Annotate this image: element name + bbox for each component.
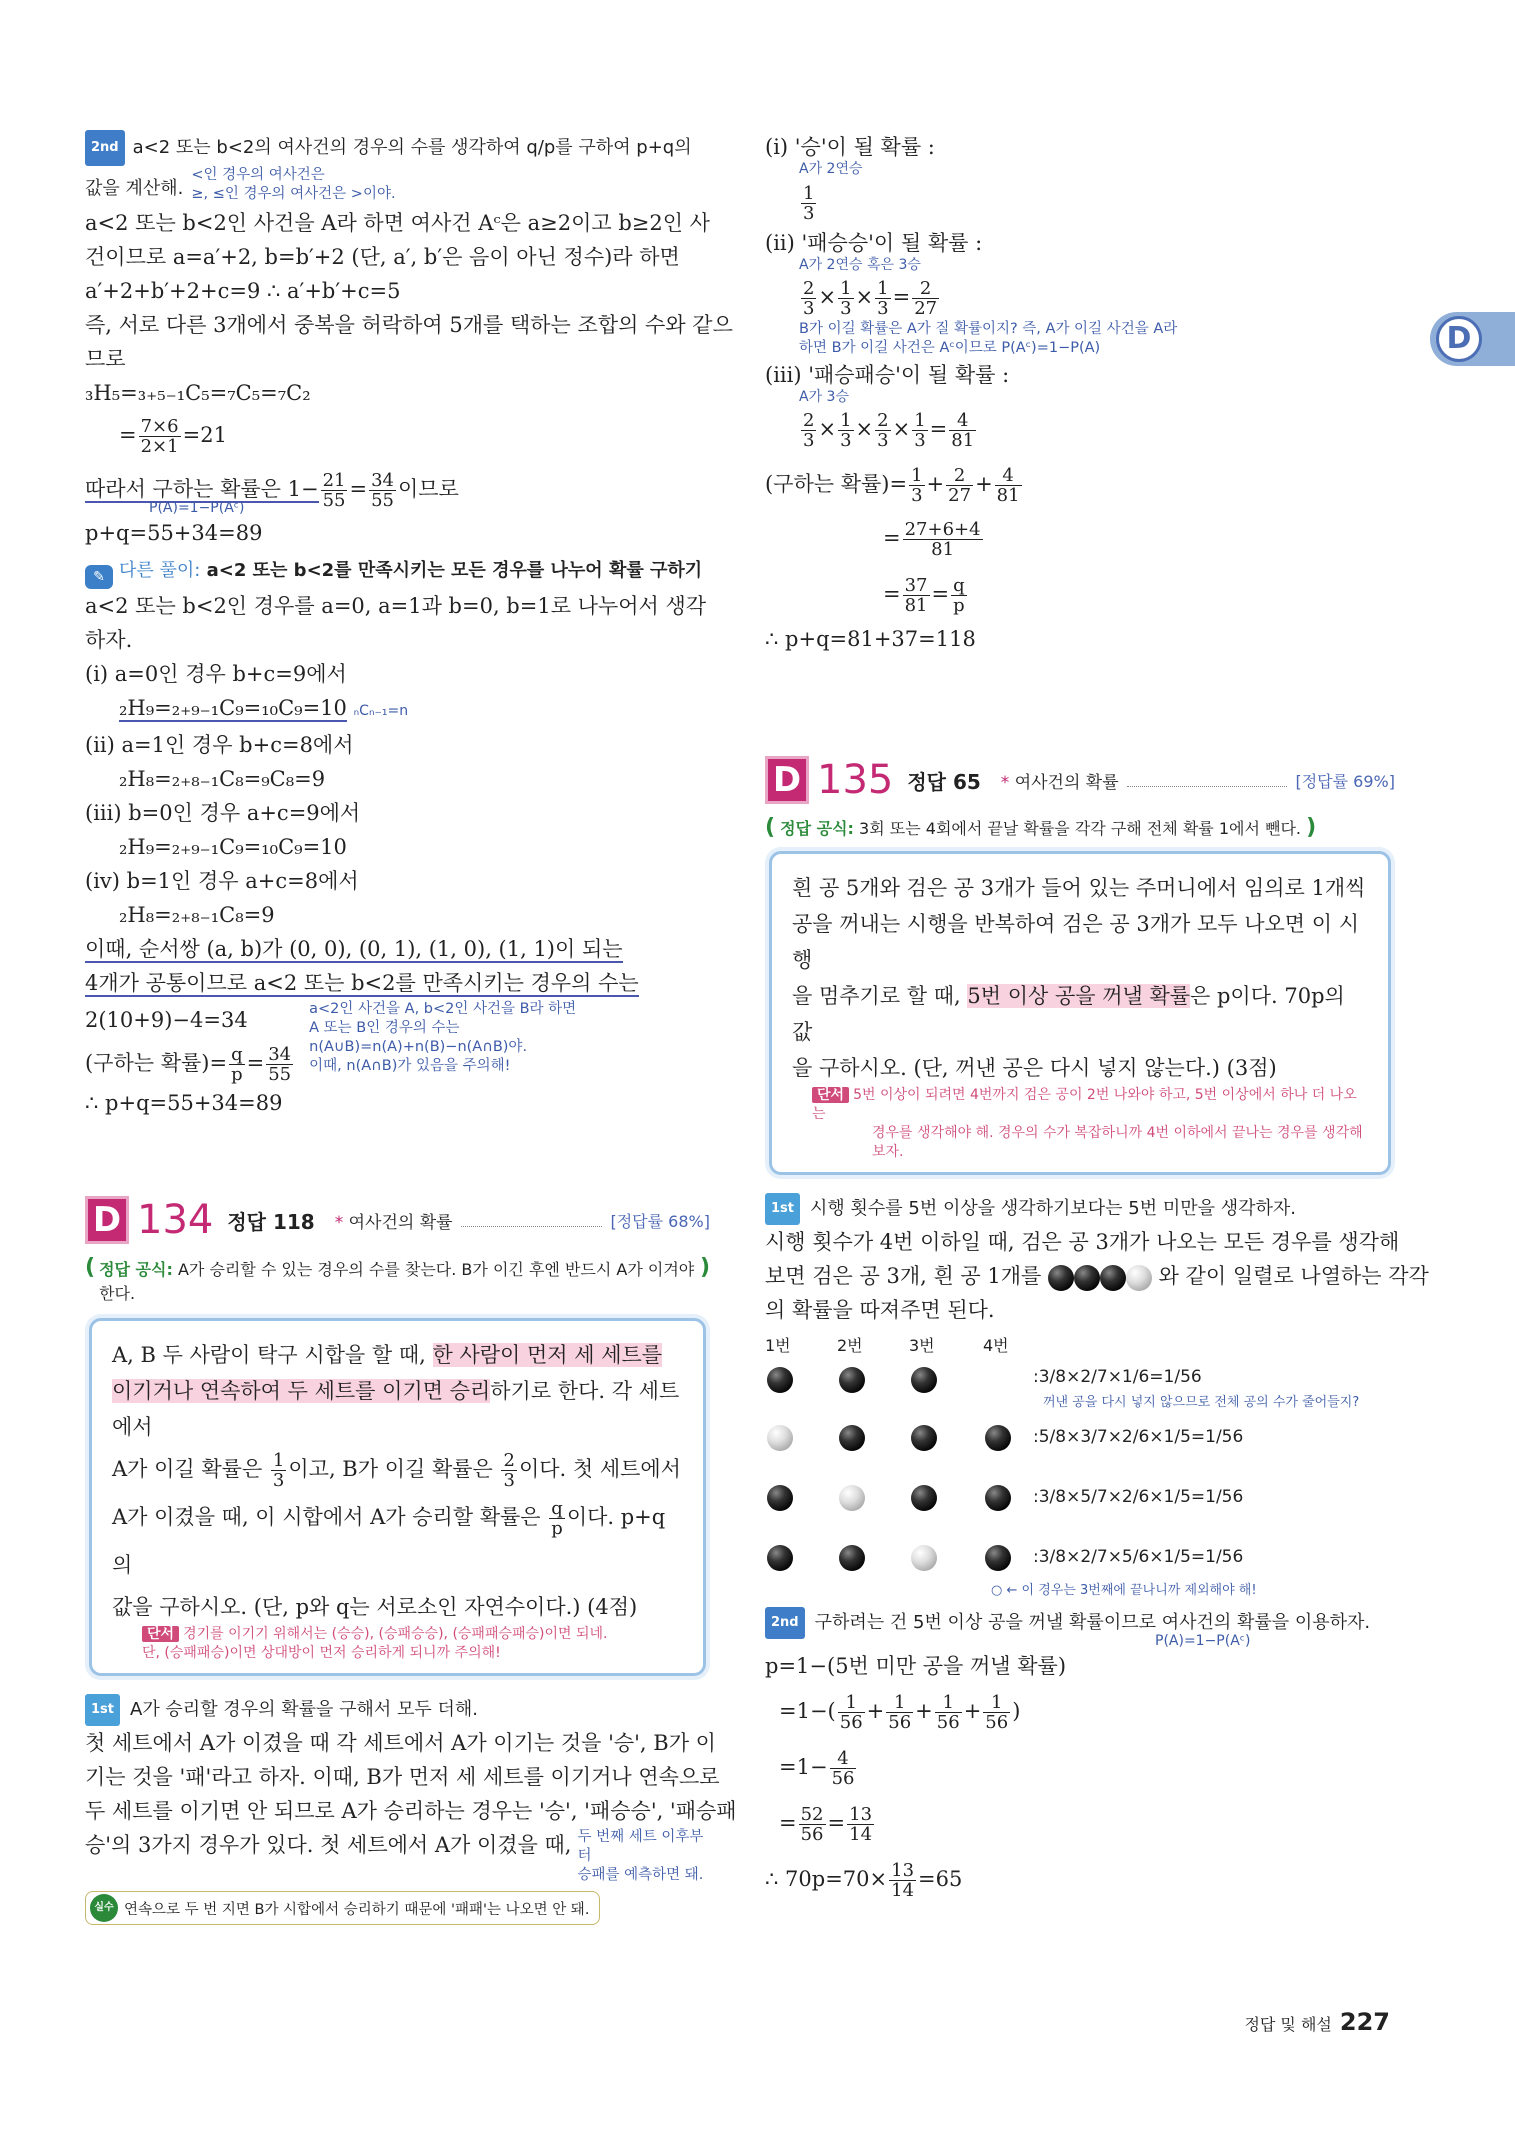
equation: (구하는 확률)= $\frac{q}{p}$ = $\frac{34}{55}$ — [85, 1044, 292, 1085]
problem-134-header — [85, 1192, 710, 1248]
text-line: 4개가 공통이므로 a<2 또는 b<2를 만족시키는 경우의 수는 — [85, 971, 639, 995]
equation: ∴ p+q=55+34=89 — [85, 1091, 283, 1115]
hint: 단서 5번 이상이 되려면 4번까지 검은 공이 2번 나와야 하고, 5번 이상에서 하나 더 나오는 — [812, 1087, 1357, 1122]
text-line: 이때, 순서쌍 (a, b)가 (0, 0), (0, 1), (1, 0), (1, 1)이 되는 — [85, 937, 623, 961]
page-footer — [1244, 2008, 1390, 2036]
alt-solution-header: ✎ 다른 풀이: a<2 또는 b<2를 만족시키는 모든 경우를 나누어 확률 구하기 — [85, 554, 710, 589]
equation: ₂H₉=₂₊₉₋₁C₉=₁₀C₉=10 — [119, 835, 347, 859]
mistake-note: 실수 연속으로 두 번 지면 B가 시합에서 승리하기 때문에 '패패'는 나오면 안 돼. — [85, 1891, 600, 1925]
text-line: 므로 — [85, 347, 126, 371]
ball-black — [839, 1545, 865, 1571]
text-line: a<2 또는 b<2인 사건을 A라 하면 여사건 Aᶜ은 a≥2이고 b≥2인 사 — [85, 211, 710, 235]
case-line: (iii) b=0인 경우 a+c=9에서 — [85, 801, 361, 825]
section-letter: D — [1436, 316, 1482, 362]
mistake-icon: 실수 — [90, 1894, 118, 1922]
case-line: (i) a=0인 경우 b+c=9에서 — [85, 662, 347, 686]
equation: ₂H₉=₂₊₉₋₁C₉=₁₀C₉=10 ₙCₙ₋₁=n — [119, 696, 409, 720]
equation: 2(10+9)−4=34 — [85, 1008, 248, 1032]
ball-black — [767, 1485, 793, 1511]
problem-box-135: 흰 공 5개와 검은 공 3개가 들어 있는 주머니에서 임의로 1개씩 공을 꺼내는 시행을 반복하여 검은 공 3개가 모두 나오면 이 시행 을 멈추기로 할 때, 5번 이상 공을 꺼낼 확률은 p이다. 70p의 값 을 구하시오. (단, 꺼낸 공은 다시 넣지 않는다.) (3점) 단서 5번 이상이 되려면 4번까지 검은 공이 2번 나와야 하고, 5번 이상에서 하나 더 나오는 경우를 생각해야 해. 경우의 수가 복잡하니까 4번 이하에서 끝나는 경우를 생각해 보자. — [769, 851, 1391, 1175]
case-line: (iv) b=1인 경우 a+c=8에서 — [85, 869, 359, 893]
problem-135-header — [765, 752, 1395, 808]
topic: * 여사건의 확률 — [334, 1212, 453, 1233]
section-tab — [1430, 312, 1515, 366]
equation: = $\frac{7\times 6}{2\times 1}$ =21 — [119, 416, 227, 457]
equation: p+q=55+34=89 — [85, 521, 263, 545]
step2-line: 2nd a<2 또는 b<2의 여사건의 경우의 수를 생각하여 q/p를 구하여 p+q의 — [85, 130, 710, 166]
ball-sequence-table: 1번 2번 3번 4번 :3/8×2/7×1/6=1/56 꺼낸 공을 다시 넣지 않으므로 전체 공의 수가 줄어들지? :5/8×3/7×2/6×1/5=1/56 :3/8×5/7×2/6×1/5=1/56 :3/8×2/7×5/6×1/5=1/56 ○ ← 이 경우는 3번째에 끝나니까 제외해야 해! — [765, 1336, 1360, 1598]
alt-solution-icon: ✎ — [85, 565, 113, 589]
problem-number: 135 — [817, 757, 894, 803]
ball-white — [839, 1485, 865, 1511]
problem-number: 134 — [137, 1197, 214, 1243]
text-line: a′+2+b′+2+c=9 ∴ a′+b′+c=5 — [85, 279, 401, 303]
ball-black — [985, 1425, 1011, 1451]
note: P(A)=1−P(Aᶜ) — [149, 500, 245, 516]
ball-black — [911, 1367, 937, 1393]
ball-white — [911, 1545, 937, 1571]
case-line: (ii) a=1인 경우 b+c=8에서 — [85, 733, 354, 757]
step2-line: 2nd 구하려는 건 5번 이상 공을 꺼낼 확률이므로 여사건의 확률을 이용하자. — [765, 1607, 1395, 1639]
equation: ₃H₅=₃₊₅₋₁C₅=₇C₅=₇C₂ — [85, 381, 311, 405]
equation: ₂H₈=₂₊₈₋₁C₈=₉C₈=9 — [119, 767, 326, 791]
topic: * 여사건의 확률 — [1000, 772, 1119, 793]
ball-black — [985, 1545, 1011, 1571]
ball-white — [767, 1425, 793, 1451]
text-line: 건이므로 a=a′+2, b=b′+2 (단, a′, b′은 음이 아닌 정수)라 하면 — [85, 245, 680, 269]
text-line: a<2 또는 b<2인 경우를 a=0, a=1과 b=0, b=1로 나누어서 생각 — [85, 594, 707, 618]
text-line: 하자. — [85, 628, 133, 652]
answer-formula: ( 정답 공식: A가 승리할 수 있는 경우의 수를 찾는다. B가 이긴 후엔 반드시 A가 이겨야 한다. ) — [85, 1255, 710, 1303]
step1-line: 1st A가 승리할 경우의 확률을 구해서 모두 더해. — [85, 1694, 710, 1726]
footer-label: 정답 및 해설 — [1244, 2015, 1332, 2034]
answer-formula: ( 정답 공식: 3회 또는 4회에서 끝날 확률을 각각 구해 전체 확률 1에서 뺀다. ) — [765, 815, 1317, 840]
answer: 정답 65 — [907, 769, 981, 794]
equation: ₂H₈=₂₊₈₋₁C₈=9 — [119, 903, 275, 927]
step1-line: 1st 시행 횟수를 5번 이상을 생각하기보다는 5번 미만을 생각하자. — [765, 1193, 1395, 1225]
ball-black — [911, 1485, 937, 1511]
ball-black — [985, 1485, 1011, 1511]
correct-rate: [정답률 68%] — [610, 1211, 710, 1231]
hint: 단서 경기를 이기기 위해서는 (승승), (승패승승), (승패패승패승)이면 되네. — [112, 1625, 683, 1644]
ball-black — [767, 1545, 793, 1571]
step2-cont: 값을 계산해. <인 경우의 여사건은 ≥, ≤인 경우의 여사건은 >이야. — [85, 167, 396, 202]
step-tag: 2nd — [85, 130, 125, 166]
problem-box-134: A, B 두 사람이 탁구 시합을 할 때, 한 사람이 먼저 세 세트를 이기거나 연속하여 두 세트를 이기면 승리하기로 한다. 각 세트에서 A가 이길 확률은 $\frac{1}{3}$ 이고, B가 이길 확률은 $\frac{2}{3}$ 이다. 첫 세트에서 A가 이겼을 때, 이 시합에서 A가 승리할 확률은 $\frac{q}{p}$ 이다. p+q의 값을 구하시오. (단, p와 q는 서로소인 자연수이다.) (4점) 단서 경기를 이기기 위해서는 (승승), (승패승승), (승패패승패승)이면 되네. 단, (승패패승)이면 상대방이 먼저 승리하게 되니까 주의해! — [89, 1318, 706, 1676]
ball-black — [767, 1367, 793, 1393]
ball-black — [839, 1367, 865, 1393]
equation: 따라서 구하는 확률은 1− $\frac{21}{55}$ = $\frac{34}{55}$ 이므로 — [85, 470, 459, 511]
ball-black — [911, 1425, 937, 1451]
problem-box: D — [765, 756, 809, 804]
problem-box: D — [85, 1196, 129, 1244]
side-note: a<2인 사건을 A, b<2인 사건을 B라 하면 A 또는 B인 경우의 수는 n(A∪B)=n(A)+n(B)−n(A∩B)야. 이때, n(A∩B)가 있음을 주의해! — [309, 1001, 577, 1074]
answer: 정답 118 — [227, 1209, 315, 1234]
text-line: 즉, 서로 다른 3개에서 중복을 허락하여 5개를 택하는 조합의 수와 같으 — [85, 313, 733, 337]
right-column: (i) '승'이 될 확률 : A가 2연승 $\frac{1}{3}$ (ii) '패승승'이 될 확률 : A가 2연승 혹은 3승 $\frac{2}{3}$ × $\frac{1}{3}$ × $\frac{1}{3}$ = $\frac{2}{27}$ B가 이길 확률은 A가 질 확률이지? 즉, A가 이길 사건을 A라 하면 B가 이길 사건은 Aᶜ이므로 P(Aᶜ)=1−P(A) (iii) '패승패승'이 될 확률 : A가 3승 $\frac{2}{3}$ × $\frac{1}{3}$ × $\frac{2}{3}$ × $\frac{1}{3}$ = $\frac{4}{81}$ (구하는 확률)= $\frac{1}{3}$ + $\frac{2}{27}$ + $\frac{4}{81}$ = $\frac{27+6+4}{81}$ = $\frac{37}{81}$ = $\frac{q}{p}$ ∴ p+q=81+37=118 D 135 정답 65 * 여사건의 확률 [정답률 69%] ( 정답 공식: 3회 또는 4회에서 끝날 확률을 각각 구해 전체 확률 1에서 뺀다. ) 흰 공 5개와 검은 공 3개가 들어 있는 주머니에서 임의로 1개씩 공을 꺼내는 시행을 반복하여 검은 공 3개가 모두 나오면 이 시행 을 멈추기로 할 때, 5번 이상 공을 꺼낼 확률은 p이다. 70p의 값 을 구하시오. (단, 꺼낸 공은 다시 넣지 않는다.) (3점) 단서 5번 이상이 되려면 4번까지 검은 공이 2번 나와야 하고, 5번 이상에서 하나 더 나오는 경우를 생각해야 해. 경우의 수가 복잡하니까 4번 이하에서 끝나는 경우를 생각해 보자. 1st 시행 횟수를 5번 이상을 생각하기보다는 5번 미만을 생각하자. 시행 횟수가 4번 이하일 때, 검은 공 3개가 나오는 모든 경우를 생각해 보면 검은 공 3개, 흰 공 1개를 와 같이 일렬로 나열하는 각각 의 확률을 따져주면 된다. 1번 2번 3번 4번 :3/8×2/7×1/6=1/56 꺼낸 공을 다시 넣지 않으므로 전체 공의 수가 줄어들지? :5/8×3/7×2/6×1/5=1/56 :3/8×5/7×2/6×1/5=1/56 :3/8×2/7×5/6×1/5=1/56 ○ ← 이 경우는 3번째에 끝나니까 제외해야 해! 2nd 구하려는 건 5번 이상 공을 꺼낼 확률이므로 여사건의 확률을 이용하자. P(A)=1−P(Aᶜ) p=1−(5번 미만 공을 꺼낼 확률) =1−( $\frac{1}{56}$ + $\frac{1}{56}$ + $\frac{1}{56}$ + $\frac{1}{56}$ ) =1− $\frac{4}{56}$ = $\frac{52}{56}$ = $\frac{13}{14}$ ∴ 70p=70× $\frac{13}{14}$ =65 — [765, 135, 1429, 1901]
left-column: 2nd a<2 또는 b<2의 여사건의 경우의 수를 생각하여 q/p를 구하여 p+q의 값을 계산해. <인 경우의 여사건은 ≥, ≤인 경우의 여사건은 >이야. a<2 또는 b<2인 사건을 A라 하면 여사건 Aᶜ은 a≥2이고 b≥2인 사 건이므로 a=a′+2, b=b′+2 (단, a′, b′은 음이 아닌 정수)라 하면 a′+2+b′+2+c=9 ∴ a′+b′+c=5 즉, 서로 다른 3개에서 중복을 허락하여 5개를 택하는 조합의 수와 같으 므로 ₃H₅=₃₊₅₋₁C₅=₇C₅=₇C₂ = $\frac{7\times 6}{2\times 1}$ =21 따라서 구하는 확률은 1− $\frac{21}{55}$ = $\frac{34}{55}$ 이므로 P(A)=1−P(Aᶜ) p+q=55+34=89 ✎ 다른 풀이: a<2 또는 b<2를 만족시키는 모든 경우를 나누어 확률 구하기 a<2 또는 b<2인 경우를 a=0, a=1과 b=0, b=1로 나누어서 생각 하자. (i) a=0인 경우 b+c=9에서 ₂H₉=₂₊₉₋₁C₉=₁₀C₉=10 ₙCₙ₋₁=n (ii) a=1인 경우 b+c=8에서 ₂H₈=₂₊₈₋₁C₈=₉C₈=9 (iii) b=0인 경우 a+c=9에서 ₂H₉=₂₊₉₋₁C₉=₁₀C₉=10 (iv) b=1인 경우 a+c=8에서 ₂H₈=₂₊₈₋₁C₈=9 이때, 순서쌍 (a, b)가 (0, 0), (0, 1), (1, 0), (1, 1)이 되는 4개가 공통이므로 a<2 또는 b<2를 만족시키는 경우의 수는 2(10+9)−4=34 (구하는 확률)= $\frac{q}{p}$ = $\frac{34}{55}$ a<2인 사건을 A, b<2인 사건을 B라 하면 A 또는 B인 경우의 수는 n(A∪B)=n(A)+n(B)−n(A∩B)야. 이때, n(A∩B)가 있음을 주의해! ∴ p+q=55+34=89 D 134 정답 118 * 여사건의 확률 [정답률 68%] ( 정답 공식: A가 승리할 수 있는 경우의 수를 찾는다. B가 이긴 후엔 반드시 A가 이겨야 한다. ) A, B 두 사람이 탁구 시합을 할 때, 한 사람이 먼저 세 세트를 이기거나 연속하여 두 세트를 이기면 승리하기로 한다. 각 세트에서 A가 이길 확률은 $\frac{1}{3}$ 이고, B가 이길 확률은 $\frac{2}{3}$ 이다. 첫 세트에서 A가 이겼을 때, 이 시합에서 A가 승리할 확률은 $\frac{q}{p}$ 이다. p+q의 값을 구하시오. (단, p와 q는 서로소인 자연수이다.) (4점) 단서 경기를 이기기 위해서는 (승승), (승패승승), (승패패승패승)이면 되네. 단, (승패패승)이면 상대방이 먼저 승리하게 되니까 주의해! 1st A가 승리할 경우의 확률을 구해서 모두 더해. 첫 세트에서 A가 이겼을 때 각 세트에서 A가 이기는 것을 '승', B가 이 기는 것을 '패'라고 하자. 이때, B가 먼저 세 세트를 이기거나 연속으로 두 세트를 이기면 안 되므로 A가 승리하는 경우는 '승', '패승승', '패승패 승'의 3가지 경우가 있다. 첫 세트에서 A가 이겼을 때, 두 번째 세트 이후부터 승패를 예측하면 돼. 실수 연속으로 두 번 지면 B가 시합에서 승리하기 때문에 '패패'는 나오면 안 돼. — [85, 130, 710, 1925]
page-number: 227 — [1339, 2008, 1390, 2036]
ball-black — [839, 1425, 865, 1451]
correct-rate: [정답률 69%] — [1295, 771, 1395, 791]
